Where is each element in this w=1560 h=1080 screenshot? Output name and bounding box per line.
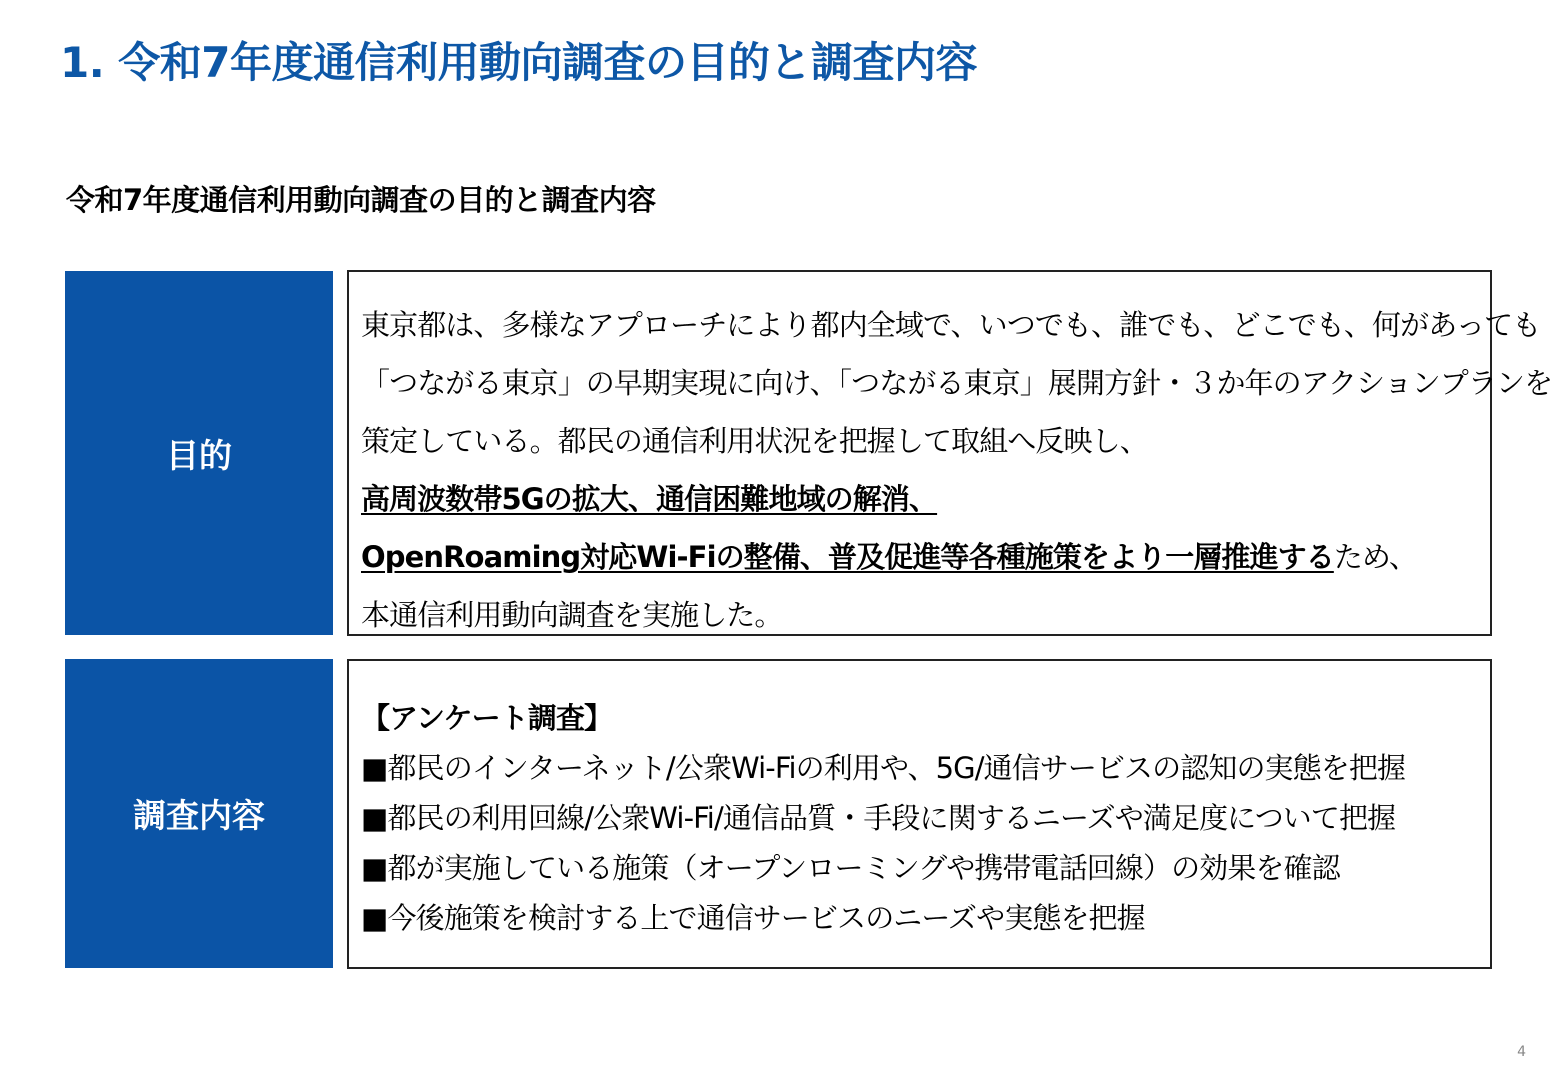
section-heading: 令和7年度通信利用動向調査の目的と調査内容 <box>66 183 656 217</box>
purpose-label-box <box>65 271 333 635</box>
purpose-emphasis-2: OpenRoaming対応Wi-Fiの整備、普及促進等各種施策をより一層推進する <box>361 540 1334 574</box>
page-title: 1. 令和7年度通信利用動向調査の目的と調査内容 <box>60 38 978 87</box>
purpose-line-3: 策定している。都民の通信利用状況を把握して取組へ反映し、 <box>361 424 1148 458</box>
survey-item: ■都民の利用回線/公衆Wi-Fi/通信品質・手段に関するニーズや満足度について把握 <box>361 801 1396 835</box>
purpose-line-2: 「つながる東京」の早期実現に向け、「つながる東京」展開方針・３か年のアクションプランを <box>361 366 1553 400</box>
survey-item: ■今後施策を検討する上で通信サービスのニーズや実態を把握 <box>361 901 1145 935</box>
purpose-line-1: 東京都は、多様なアプローチにより都内全域で、いつでも、誰でも、どこでも、何があっても <box>361 308 1541 342</box>
survey-label: 調査内容 <box>133 796 265 835</box>
survey-label-box <box>65 659 333 968</box>
purpose-emphasis-1: 高周波数帯5Gの拡大、通信困難地域の解消、 <box>361 482 938 516</box>
purpose-line-5-rest: ため、 <box>1333 540 1417 574</box>
survey-item: ■都民のインターネット/公衆Wi-Fiの利用や、5G/通信サービスの認知の実態を把握 <box>361 751 1406 785</box>
purpose-line-4 <box>361 470 1490 528</box>
purpose-line-5 <box>361 528 1490 586</box>
survey-heading: 【アンケート調査】 <box>361 701 613 735</box>
survey-content-box <box>347 659 1492 969</box>
purpose-label: 目的 <box>166 435 232 475</box>
purpose-line-6: 本通信利用動向調査を実施した。 <box>361 598 783 632</box>
page-number: 4 <box>1517 1044 1526 1060</box>
purpose-content-box <box>347 270 1553 636</box>
survey-item: ■都が実施している施策（オープンローミングや携帯電話回線）の効果を確認 <box>361 851 1340 885</box>
